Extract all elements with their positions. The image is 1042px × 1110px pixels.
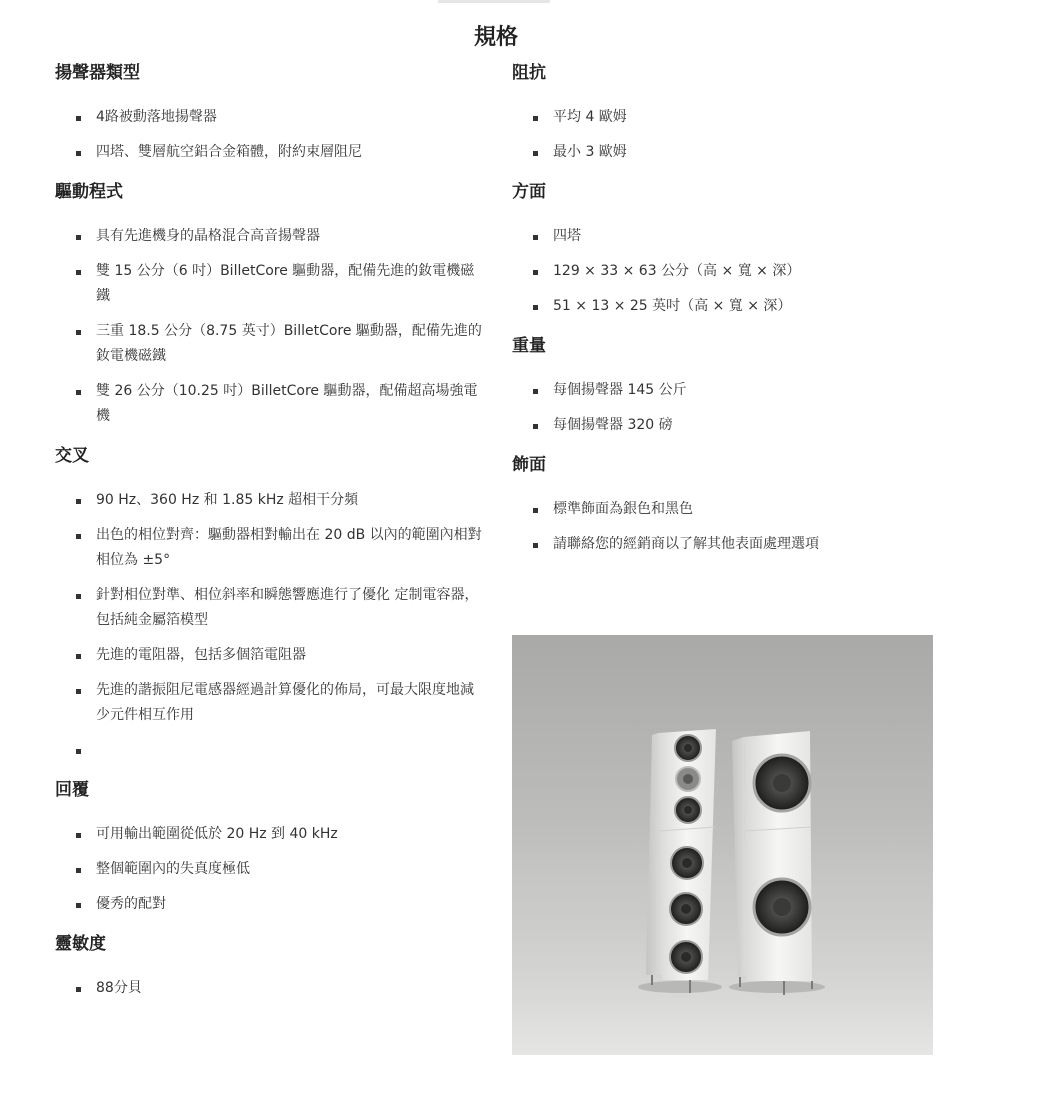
spec-section-impedance [512,60,952,165]
speaker-photo [512,635,933,1055]
section-title: 方面 [512,182,546,202]
left-column [55,60,485,1011]
section-title: 靈敏度 [55,934,106,954]
section-title: 重量 [512,336,546,356]
spec-list [55,105,485,165]
list-item: 129 × 33 × 63 公分（高 × 寬 × 深） [512,259,952,284]
list-item: 51 × 13 × 25 英吋（高 × 寬 × 深） [512,294,952,319]
list-item: 先進的電阻器，包括多個箔電阻器 [55,643,485,668]
page-title: 規格 [473,25,518,50]
list-item: 整個範圍內的失真度極低 [55,857,485,882]
spec-section-dimensions [512,179,952,319]
section-title: 飾面 [512,455,546,475]
section-title: 回覆 [55,780,89,800]
spec-list [512,224,952,319]
list-item: 每個揚聲器 145 公斤 [512,378,952,403]
spec-section-weight [512,333,952,438]
spec-section-speaker-type [55,60,485,165]
section-title: 驅動程式 [55,182,123,202]
spec-section-sensitivity [55,931,485,1001]
spec-list [55,224,485,429]
list-item: 雙 26 公分（10.25 吋）BilletCore 驅動器，配備超高場強電機 [55,379,485,429]
right-column [512,60,952,567]
list-item: 4路被動落地揚聲器 [55,105,485,130]
list-item: 平均 4 歐姆 [512,105,952,130]
list-item: 優秀的配對 [55,892,485,917]
floor-shade [512,885,933,1055]
section-title: 交叉 [55,446,89,466]
top-divider [438,0,550,3]
spec-section-drivers [55,179,485,429]
right-speaker [729,731,825,995]
list-item: 具有先進機身的晶格混合高音揚聲器 [55,224,485,249]
spec-list [512,378,952,438]
list-item: 可用輸出範圍從低於 20 Hz 到 40 kHz [55,822,485,847]
spec-section-finish [512,452,952,557]
list-item: 雙 15 公分（6 吋）BilletCore 驅動器，配備先進的釹電機磁鐵 [55,259,485,309]
list-item: 先進的諧振阻尼電感器經過計算優化的佈局，可最大限度地減少元件相互作用 [55,678,485,728]
spec-list [55,976,485,1001]
spec-section-crossover [55,443,485,763]
spec-list [55,488,485,763]
list-item: 每個揚聲器 320 磅 [512,413,952,438]
list-item: 三重 18.5 公分（8.75 英寸）BilletCore 驅動器，配備先進的釹電機磁鐵 [55,319,485,369]
spec-section-response [55,777,485,917]
list-item: 請聯絡您的經銷商以了解其他表面處理選項 [512,532,952,557]
list-item: 針對相位對準、相位斜率和瞬態響應進行了優化 定制電容器，包括純金屬箔模型 [55,583,485,633]
list-item: 88分貝 [55,976,485,1001]
list-item: 標準飾面為銀色和黑色 [512,497,952,522]
list-item [55,738,485,763]
spec-list [512,105,952,165]
list-item: 最小 3 歐姆 [512,140,952,165]
spec-list [55,822,485,917]
section-title: 阻抗 [512,63,546,83]
list-item: 四塔、雙層航空鋁合金箱體，附約束層阻尼 [55,140,485,165]
list-item: 四塔 [512,224,952,249]
section-title: 揚聲器類型 [55,63,140,83]
spec-list [512,497,952,557]
list-item: 出色的相位對齊：驅動器相對輸出在 20 dB 以內的範圍內相對相位為 ±5° [55,523,485,573]
list-item: 90 Hz、360 Hz 和 1.85 kHz 超相干分頻 [55,488,485,513]
